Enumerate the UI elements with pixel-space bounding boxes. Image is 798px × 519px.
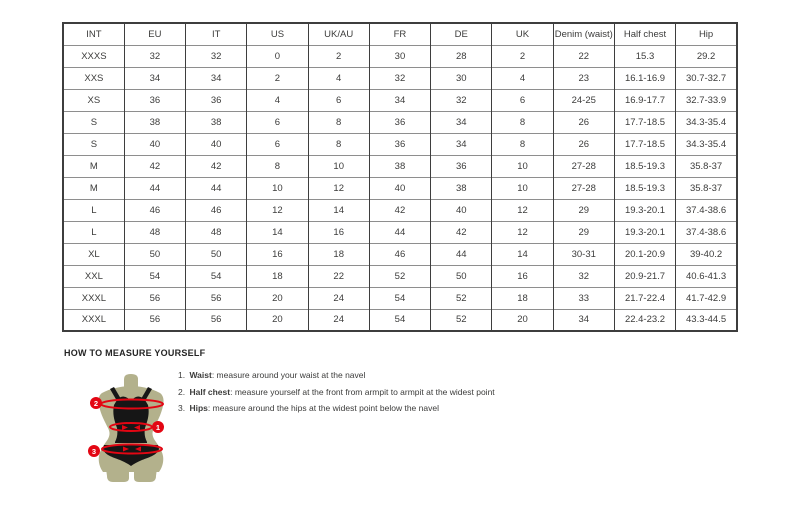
column-header: EU: [124, 23, 185, 45]
column-header: IT: [186, 23, 247, 45]
table-cell: XS: [63, 89, 124, 111]
table-cell: 27-28: [553, 177, 614, 199]
table-cell: 18: [492, 287, 553, 309]
table-cell: L: [63, 221, 124, 243]
table-cell: 48: [186, 221, 247, 243]
table-cell: 6: [247, 133, 308, 155]
table-cell: 44: [431, 243, 492, 265]
table-cell: M: [63, 155, 124, 177]
column-header: DE: [431, 23, 492, 45]
table-cell: 20: [492, 309, 553, 331]
table-row: [63, 89, 737, 111]
instruction-text: : measure yourself at the front from armpit to armpit at the widest point: [230, 386, 495, 397]
size-chart-table: [62, 22, 738, 332]
table-cell: 16: [492, 265, 553, 287]
table-cell: 16.1-16.9: [614, 67, 675, 89]
table-cell: 0: [247, 45, 308, 67]
table-cell: 56: [124, 287, 185, 309]
table-cell: 36: [124, 89, 185, 111]
table-cell: 6: [308, 89, 369, 111]
table-cell: 22: [553, 45, 614, 67]
table-cell: 34.3-35.4: [676, 133, 737, 155]
table-cell: 50: [186, 243, 247, 265]
table-cell: 12: [492, 221, 553, 243]
table-cell: 29: [553, 221, 614, 243]
table-cell: 19.3-20.1: [614, 221, 675, 243]
table-cell: 40: [124, 133, 185, 155]
table-cell: 26: [553, 111, 614, 133]
table-cell: 12: [492, 199, 553, 221]
table-row: [63, 177, 737, 199]
table-cell: 28: [431, 45, 492, 67]
table-row: [63, 133, 737, 155]
table-cell: 40.6-41.3: [676, 265, 737, 287]
table-cell: 14: [492, 243, 553, 265]
table-cell: 42: [369, 199, 430, 221]
table-cell: 6: [247, 111, 308, 133]
marker-badge-waist: [152, 421, 164, 433]
table-cell: 56: [186, 287, 247, 309]
table-cell: 20.9-21.7: [614, 265, 675, 287]
table-cell: 44: [369, 221, 430, 243]
table-cell: 18.5-19.3: [614, 177, 675, 199]
table-row: [63, 199, 737, 221]
table-cell: 40: [369, 177, 430, 199]
table-cell: 27-28: [553, 155, 614, 177]
table-cell: 35.8-37: [676, 155, 737, 177]
table-cell: 46: [186, 199, 247, 221]
header-row: [63, 23, 737, 45]
table-cell: 22.4-23.2: [614, 309, 675, 331]
table-cell: 42: [431, 221, 492, 243]
table-row: [63, 221, 737, 243]
table-cell: 10: [308, 155, 369, 177]
table-cell: 17.7-18.5: [614, 133, 675, 155]
table-cell: 21.7-22.4: [614, 287, 675, 309]
table-cell: XXXL: [63, 287, 124, 309]
table-cell: 32: [186, 45, 247, 67]
table-cell: 41.7-42.9: [676, 287, 737, 309]
column-header: US: [247, 23, 308, 45]
table-cell: 32: [553, 265, 614, 287]
instruction-number: 3.: [178, 403, 186, 413]
table-row: [63, 111, 737, 133]
table-cell: 24-25: [553, 89, 614, 111]
table-cell: 52: [431, 309, 492, 331]
table-cell: 54: [369, 309, 430, 331]
table-cell: 40: [431, 199, 492, 221]
table-cell: 34: [369, 89, 430, 111]
table-cell: 16: [247, 243, 308, 265]
table-row: [63, 67, 737, 89]
table-cell: 10: [247, 177, 308, 199]
table-cell: 17.7-18.5: [614, 111, 675, 133]
table-cell: 8: [308, 111, 369, 133]
table-cell: 35.8-37: [676, 177, 737, 199]
table-row: [63, 287, 737, 309]
table-cell: S: [63, 111, 124, 133]
measure-section-title: HOW TO MEASURE YOURSELF: [64, 348, 206, 358]
table-cell: 2: [492, 45, 553, 67]
table-cell: 38: [431, 177, 492, 199]
table-cell: 10: [492, 155, 553, 177]
table-cell: 38: [369, 155, 430, 177]
mannequin-illustration: [87, 372, 177, 484]
table-cell: 56: [124, 309, 185, 331]
table-cell: 38: [124, 111, 185, 133]
table-cell: 29: [553, 199, 614, 221]
table-cell: 32.7-33.9: [676, 89, 737, 111]
table-cell: 43.3-44.5: [676, 309, 737, 331]
column-header: Denim (waist): [553, 23, 614, 45]
measure-instruction: [178, 387, 598, 397]
table-cell: 52: [369, 265, 430, 287]
column-header: Half chest: [614, 23, 675, 45]
table-cell: 16.9-17.7: [614, 89, 675, 111]
table-cell: 32: [431, 89, 492, 111]
table-cell: XXL: [63, 265, 124, 287]
table-cell: 18: [247, 265, 308, 287]
table-cell: 54: [124, 265, 185, 287]
table-cell: 2: [247, 67, 308, 89]
table-row: [63, 309, 737, 331]
table-cell: 18: [308, 243, 369, 265]
table-cell: 8: [308, 133, 369, 155]
table-cell: 34: [186, 67, 247, 89]
table-cell: 40: [186, 133, 247, 155]
column-header: UK/AU: [308, 23, 369, 45]
table-cell: 34: [431, 133, 492, 155]
table-cell: 52: [431, 287, 492, 309]
table-cell: L: [63, 199, 124, 221]
table-cell: 44: [124, 177, 185, 199]
table-cell: 15.3: [614, 45, 675, 67]
table-cell: 6: [492, 89, 553, 111]
table-cell: 22: [308, 265, 369, 287]
table-cell: 19.3-20.1: [614, 199, 675, 221]
table-cell: 39-40.2: [676, 243, 737, 265]
table-cell: 46: [369, 243, 430, 265]
table-cell: 44: [186, 177, 247, 199]
table-cell: S: [63, 133, 124, 155]
table-row: [63, 243, 737, 265]
table-cell: XL: [63, 243, 124, 265]
table-cell: 12: [308, 177, 369, 199]
table-cell: M: [63, 177, 124, 199]
marker-badge-hips: [88, 445, 100, 457]
table-cell: 24: [308, 287, 369, 309]
instruction-text: : measure around your waist at the navel: [211, 370, 366, 380]
table-cell: 48: [124, 221, 185, 243]
table-cell: 34.3-35.4: [676, 111, 737, 133]
table-cell: 42: [124, 155, 185, 177]
table-cell: 32: [369, 67, 430, 89]
table-cell: 20.1-20.9: [614, 243, 675, 265]
table-cell: 34: [124, 67, 185, 89]
table-cell: 38: [186, 111, 247, 133]
table-cell: 23: [553, 67, 614, 89]
measure-instruction: [178, 403, 598, 413]
table-row: [63, 265, 737, 287]
table-cell: 2: [308, 45, 369, 67]
table-cell: 36: [431, 155, 492, 177]
table-cell: 30: [369, 45, 430, 67]
table-cell: 16: [308, 221, 369, 243]
column-header: FR: [369, 23, 430, 45]
column-header: Hip: [676, 23, 737, 45]
table-cell: 8: [492, 111, 553, 133]
column-header: INT: [86, 28, 102, 40]
table-cell: 42: [186, 155, 247, 177]
instruction-number: 1.: [178, 370, 186, 380]
table-cell: 34: [553, 309, 614, 331]
instruction-label: Half chest: [189, 386, 231, 397]
table-cell: 30: [431, 67, 492, 89]
instruction-label: Waist: [189, 370, 212, 380]
instruction-text: : measure around the hips at the widest point below the navel: [207, 403, 439, 413]
measure-instruction-list: [178, 370, 598, 420]
table-cell: 32: [124, 45, 185, 67]
measure-instruction: [178, 370, 598, 380]
table-cell: 37.4-38.6: [676, 199, 737, 221]
table-cell: 50: [124, 243, 185, 265]
table-cell: 4: [308, 67, 369, 89]
table-cell: 54: [186, 265, 247, 287]
table-cell: 36: [369, 133, 430, 155]
instruction-label: Hips: [189, 403, 208, 413]
table-cell: 37.4-38.6: [676, 221, 737, 243]
table-cell: 29.2: [676, 45, 737, 67]
table-cell: 20: [247, 287, 308, 309]
table-cell: 24: [308, 309, 369, 331]
table-cell: 46: [124, 199, 185, 221]
table-cell: 34: [431, 111, 492, 133]
table-row: [63, 155, 737, 177]
table-cell: 18.5-19.3: [614, 155, 675, 177]
table-cell: XXXS: [63, 45, 124, 67]
table-cell: XXS: [63, 67, 124, 89]
table-cell: 14: [247, 221, 308, 243]
table-cell: 26: [553, 133, 614, 155]
table-cell: 54: [369, 287, 430, 309]
table-cell: 56: [186, 309, 247, 331]
table-row: [63, 45, 737, 67]
marker-number: 3: [91, 446, 97, 456]
marker-number: 1: [155, 422, 161, 432]
table-cell: 30.7-32.7: [676, 67, 737, 89]
instruction-number: 2.: [178, 386, 186, 397]
marker-number: 2: [93, 398, 99, 408]
table-cell: 30-31: [553, 243, 614, 265]
table-cell: 14: [308, 199, 369, 221]
table-cell: 4: [247, 89, 308, 111]
table-cell: 20: [247, 309, 308, 331]
marker-badge-half-chest: [90, 397, 102, 409]
table-cell: 4: [492, 67, 553, 89]
table-cell: 8: [492, 133, 553, 155]
table-cell: 8: [247, 155, 308, 177]
table-cell: 10: [492, 177, 553, 199]
table-cell: 33: [553, 287, 614, 309]
table-cell: XXXL: [63, 309, 124, 331]
table-cell: 50: [431, 265, 492, 287]
column-header: UK: [492, 23, 553, 45]
table-cell: 12: [247, 199, 308, 221]
table-cell: 36: [186, 89, 247, 111]
table-cell: 36: [369, 111, 430, 133]
